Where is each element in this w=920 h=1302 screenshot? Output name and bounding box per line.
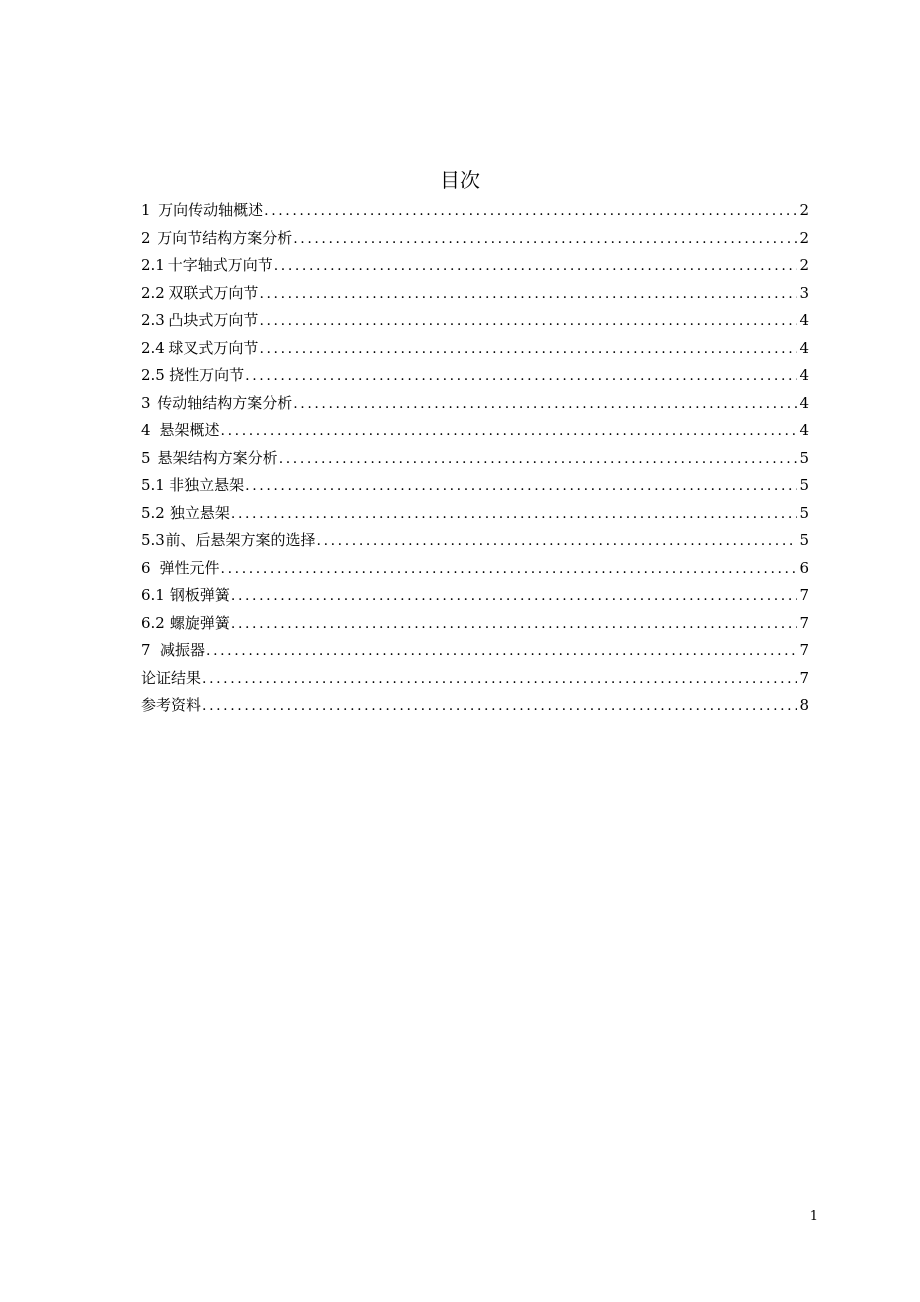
toc-entry-number: 2 bbox=[141, 228, 151, 247]
toc-dot-leader bbox=[231, 611, 798, 639]
toc-entry-page: 7 bbox=[799, 613, 809, 632]
toc-entry-number: 5.3 bbox=[141, 531, 165, 549]
toc-entry-page: 5 bbox=[799, 448, 809, 467]
toc-dot-leader bbox=[259, 281, 797, 309]
toc-entry-title: 前、后悬架方案的选择 bbox=[165, 531, 316, 549]
toc-dot-leader bbox=[231, 501, 798, 529]
toc-entry-number: 1 bbox=[141, 201, 151, 219]
toc-entry-number: 6 bbox=[141, 558, 151, 577]
toc-entry[interactable] bbox=[141, 692, 809, 720]
toc-entry[interactable] bbox=[141, 610, 809, 638]
toc-entry-page: 6 bbox=[799, 558, 809, 577]
toc-entry-title: 参考资料 bbox=[141, 696, 202, 714]
toc-entry-page: 2 bbox=[799, 256, 809, 274]
toc-dot-leader bbox=[317, 528, 798, 556]
toc-entry-page: 2 bbox=[799, 201, 809, 219]
toc-entry-number: 4 bbox=[141, 421, 151, 439]
toc-entry[interactable] bbox=[141, 637, 809, 665]
toc-entry-title: 论证结果 bbox=[141, 668, 202, 687]
toc-entry-page: 4 bbox=[799, 421, 809, 439]
toc-entry[interactable] bbox=[141, 582, 809, 610]
toc-entry-title: 双联式万向节 bbox=[168, 283, 259, 302]
toc-entry-title: 挠性万向节 bbox=[169, 366, 245, 384]
toc-dot-leader bbox=[264, 198, 797, 226]
toc-entry-number: 2.5 bbox=[141, 366, 165, 384]
toc-entry-page: 3 bbox=[799, 283, 809, 302]
toc-entry-number: 3 bbox=[141, 393, 151, 412]
table-of-contents bbox=[141, 197, 809, 720]
toc-entry-title: 球叉式万向节 bbox=[168, 338, 259, 357]
toc-entry-page: 7 bbox=[799, 668, 809, 687]
toc-entry-page: 4 bbox=[799, 393, 809, 412]
toc-entry-number: 6.1 bbox=[141, 586, 165, 604]
toc-dot-leader bbox=[221, 556, 798, 584]
toc-entry[interactable] bbox=[141, 417, 809, 445]
toc-entry[interactable] bbox=[141, 390, 809, 418]
toc-dot-leader bbox=[245, 363, 797, 391]
toc-entry[interactable] bbox=[141, 472, 809, 500]
toc-entry[interactable] bbox=[141, 252, 809, 280]
toc-entry[interactable] bbox=[141, 225, 809, 253]
toc-entry[interactable] bbox=[141, 500, 809, 528]
toc-entry-title: 凸块式万向节 bbox=[168, 311, 259, 329]
toc-dot-leader bbox=[279, 446, 798, 474]
toc-entry[interactable] bbox=[141, 445, 809, 473]
toc-entry-page: 2 bbox=[799, 228, 809, 247]
toc-entry-page: 7 bbox=[799, 641, 809, 659]
toc-dot-leader bbox=[293, 391, 797, 419]
toc-entry-number: 5.2 bbox=[141, 503, 165, 522]
toc-dot-leader bbox=[202, 666, 797, 694]
toc-entry-number: 2.4 bbox=[141, 338, 165, 357]
toc-entry-number: 2.3 bbox=[141, 311, 165, 329]
toc-entry-page: 4 bbox=[799, 338, 809, 357]
toc-dot-leader bbox=[221, 418, 798, 446]
toc-entry-page: 4 bbox=[799, 311, 809, 329]
toc-entry-title: 减振器 bbox=[160, 641, 206, 659]
toc-entry-page: 8 bbox=[799, 696, 809, 714]
toc-dot-leader bbox=[245, 473, 797, 501]
toc-entry-title: 万向传动轴概述 bbox=[158, 201, 264, 219]
toc-dot-leader bbox=[274, 253, 798, 281]
toc-entry-page: 7 bbox=[799, 586, 809, 604]
toc-entry-title: 十字轴式万向节 bbox=[167, 256, 273, 274]
toc-entry-title: 悬架概述 bbox=[159, 421, 220, 439]
toc-entry-title: 悬架结构方案分析 bbox=[157, 448, 278, 467]
toc-entry[interactable] bbox=[141, 665, 809, 693]
toc-entry[interactable] bbox=[141, 280, 809, 308]
toc-entry-title: 万向节结构方案分析 bbox=[157, 228, 293, 247]
toc-entry-number: 2.2 bbox=[141, 283, 165, 302]
toc-entry-number: 5 bbox=[141, 448, 151, 467]
toc-entry-page: 4 bbox=[799, 366, 809, 384]
toc-entry-number: 6.2 bbox=[141, 613, 165, 632]
toc-entry[interactable] bbox=[141, 362, 809, 390]
toc-entry-title: 独立悬架 bbox=[169, 503, 230, 522]
toc-entry-title: 弹性元件 bbox=[159, 558, 220, 577]
toc-entry[interactable] bbox=[141, 307, 809, 335]
toc-title: 目次 bbox=[440, 168, 480, 192]
toc-entry-number: 5.1 bbox=[141, 476, 165, 494]
toc-entry-title: 传动轴结构方案分析 bbox=[157, 393, 293, 412]
toc-entry[interactable] bbox=[141, 555, 809, 583]
toc-dot-leader bbox=[202, 693, 797, 721]
toc-entry-page: 5 bbox=[799, 503, 809, 522]
toc-entry-page: 5 bbox=[799, 531, 809, 549]
toc-dot-leader bbox=[259, 308, 797, 336]
toc-entry[interactable] bbox=[141, 527, 809, 555]
toc-dot-leader bbox=[259, 336, 797, 364]
toc-dot-leader bbox=[293, 226, 797, 254]
toc-entry-title: 非独立悬架 bbox=[169, 476, 245, 494]
toc-dot-leader bbox=[231, 583, 798, 611]
page-number: 1 bbox=[809, 1209, 818, 1224]
toc-entry-number: 7 bbox=[141, 641, 151, 659]
toc-entry-title: 螺旋弹簧 bbox=[169, 613, 230, 632]
toc-entry-title: 钢板弹簧 bbox=[169, 586, 230, 604]
toc-entry-page: 5 bbox=[799, 476, 809, 494]
toc-entry[interactable] bbox=[141, 335, 809, 363]
toc-entry[interactable] bbox=[141, 197, 809, 225]
toc-dot-leader bbox=[206, 638, 797, 666]
toc-entry-number: 2.1 bbox=[141, 256, 165, 274]
